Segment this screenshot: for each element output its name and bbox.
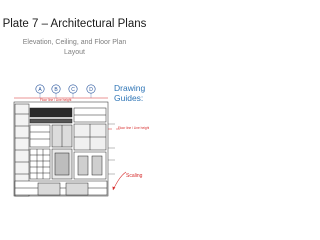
slide-subtitle xyxy=(0,38,149,58)
scaling-label: Scaling xyxy=(126,173,143,179)
grid-bubble-c-label: C xyxy=(71,86,75,93)
drawing-guides-title xyxy=(114,84,149,103)
floor-line-plan-label: Floor line / Line height xyxy=(40,98,72,102)
grid-bubble-a-label: A xyxy=(38,86,42,93)
grid-bubbles xyxy=(36,85,95,98)
slide xyxy=(0,0,149,198)
slide-title: Plate 7 – Architectural Plans xyxy=(2,18,147,30)
subtitle-line-2: Layout xyxy=(63,49,86,56)
guide-annotations xyxy=(108,124,126,190)
grid-bubble-b-label: B xyxy=(54,86,58,93)
floor-line-label: Floor line / Line height xyxy=(118,126,149,130)
scaling-arrow xyxy=(113,172,126,190)
drawing-guides-line-1: Drawing xyxy=(114,83,146,93)
subtitle-line-1: Elevation, Ceiling, and Floor Plan xyxy=(22,39,127,46)
grid-bubble-d-label: D xyxy=(89,86,93,93)
drawing-guides-line-2: Guides: xyxy=(114,92,144,103)
building-elevation xyxy=(14,102,108,196)
